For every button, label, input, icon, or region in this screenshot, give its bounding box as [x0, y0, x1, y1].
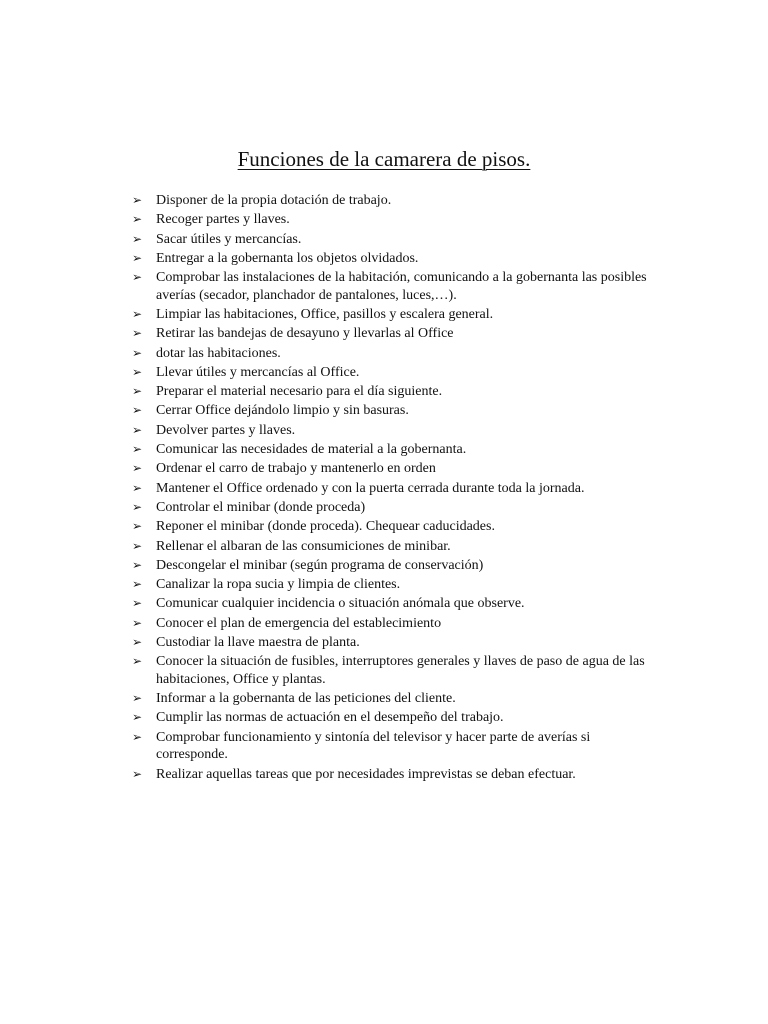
- list-item-text: Informar a la gobernanta de las peticiones del cliente.: [156, 691, 456, 707]
- arrow-bullet-icon: ➢: [132, 538, 143, 553]
- arrow-bullet-icon: ➢: [132, 710, 143, 725]
- list-item-text: Disponer de la propia dotación de trabajo.: [156, 193, 392, 208]
- arrow-bullet-icon: ➢: [132, 557, 143, 572]
- list-item-text: Limpiar las habitaciones, Office, pasillos y escalera general.: [156, 306, 494, 322]
- list-item: [132, 250, 652, 268]
- list-item-text: Retirar las bandejas de desayuno y llevarlas al Office: [156, 326, 454, 342]
- list-item: [132, 460, 652, 478]
- list-item-text: Comunicar cualquier incidencia o situación anómala que observe.: [156, 596, 525, 612]
- list-item-text: Llevar útiles y mercancías al Office.: [156, 364, 360, 380]
- arrow-bullet-icon: ➢: [132, 519, 143, 534]
- arrow-bullet-icon: ➢: [132, 306, 143, 321]
- list-item-text: Devolver partes y llaves.: [156, 422, 296, 438]
- list-item-text: Custodiar la llave maestra de planta.: [156, 635, 360, 651]
- arrow-bullet-icon: ➢: [132, 345, 143, 360]
- list-item: [132, 345, 652, 363]
- list-item: [132, 480, 652, 498]
- list-item-text: Descongelar el minibar (según programa de conservación): [156, 557, 484, 573]
- arrow-bullet-icon: ➢: [132, 364, 143, 379]
- list-item: [132, 557, 652, 575]
- list-item: [132, 306, 652, 324]
- list-item-text: Recoger partes y llaves.: [156, 212, 290, 228]
- list-item: [132, 690, 652, 708]
- arrow-bullet-icon: ➢: [132, 729, 143, 744]
- list-item-text: Preparar el material necesario para el día siguiente.: [156, 384, 443, 400]
- arrow-bullet-icon: ➢: [132, 499, 143, 514]
- list-item: [132, 595, 652, 613]
- list-item-text: Conocer la situación de fusibles, interruptores generales y llaves de paso de agua de las habitaciones, Office y plantas.: [156, 654, 645, 687]
- list-item: [132, 211, 652, 229]
- arrow-bullet-icon: ➢: [132, 480, 143, 495]
- list-item: [132, 422, 652, 440]
- arrow-bullet-icon: ➢: [132, 766, 143, 781]
- list-item-text: dotar las habitaciones.: [156, 345, 281, 361]
- list-item-text: Comprobar funcionamiento y sintonía del televisor y hacer parte de averías si corresponde.: [156, 729, 591, 763]
- list-item: [132, 653, 652, 688]
- list-item: [132, 576, 652, 594]
- list-item-text: Mantener el Office ordenado y con la puerta cerrada durante toda la jornada.: [156, 480, 585, 496]
- page-title: Funciones de la camarera de pisos.: [237, 147, 531, 171]
- arrow-bullet-icon: ➢: [132, 212, 143, 227]
- list-item-text: Comprobar las instalaciones de la habitación, comunicando a la gobernanta las posibles averías (secador, planchador de pantalones, luces,…).: [156, 270, 647, 303]
- list-item-text: Sacar útiles y mercancías.: [156, 231, 302, 247]
- list-item: [132, 231, 652, 249]
- list-item: [132, 499, 652, 517]
- list-item: [132, 709, 652, 727]
- arrow-bullet-icon: ➢: [132, 403, 143, 418]
- arrow-bullet-icon: ➢: [132, 270, 143, 285]
- list-item: [132, 269, 652, 304]
- list-item-text: Canalizar la ropa sucia y limpia de clientes.: [156, 577, 401, 593]
- arrow-bullet-icon: ➢: [132, 577, 143, 592]
- list-item: [132, 518, 652, 536]
- list-item: [132, 538, 652, 556]
- list-item: [132, 383, 652, 401]
- list-item: [132, 441, 652, 459]
- list-item-text: Cerrar Office dejándolo limpio y sin basuras.: [156, 403, 409, 419]
- list-item: [132, 192, 652, 210]
- list-item-text: Realizar aquellas tareas que por necesidades imprevistas se deban efectuar.: [156, 766, 576, 782]
- list-item-text: Conocer el plan de emergencia del establecimiento: [156, 615, 442, 631]
- list-item: [132, 364, 652, 382]
- list-item-text: Controlar el minibar (donde proceda): [156, 499, 366, 515]
- list-item-text: Reponer el minibar (donde proceda). Chequear caducidades.: [156, 519, 495, 535]
- list-item: [132, 615, 652, 633]
- list-item: [132, 634, 652, 652]
- arrow-bullet-icon: ➢: [132, 193, 143, 207]
- arrow-bullet-icon: ➢: [132, 422, 143, 437]
- arrow-bullet-icon: ➢: [132, 635, 143, 650]
- list-item: [132, 729, 652, 764]
- arrow-bullet-icon: ➢: [132, 250, 143, 265]
- list-item-text: Ordenar el carro de trabajo y mantenerlo en orden: [156, 461, 436, 477]
- arrow-bullet-icon: ➢: [132, 461, 143, 476]
- list-item-text: Comunicar las necesidades de material a la gobernanta.: [156, 442, 467, 458]
- list-item-text: Rellenar el albaran de las consumiciones de minibar.: [156, 538, 451, 554]
- arrow-bullet-icon: ➢: [132, 384, 143, 399]
- arrow-bullet-icon: ➢: [132, 442, 143, 457]
- arrow-bullet-icon: ➢: [132, 596, 143, 611]
- list-item-text: Entregar a la gobernanta los objetos olvidados.: [156, 250, 419, 266]
- arrow-bullet-icon: ➢: [132, 231, 143, 246]
- list-item: [132, 402, 652, 420]
- list-item-text: Cumplir las normas de actuación en el desempeño del trabajo.: [156, 710, 504, 726]
- task-list: [132, 192, 652, 785]
- arrow-bullet-icon: ➢: [132, 654, 143, 669]
- arrow-bullet-icon: ➢: [132, 615, 143, 630]
- list-item: [132, 766, 652, 784]
- arrow-bullet-icon: ➢: [132, 326, 143, 341]
- list-item: [132, 325, 652, 343]
- arrow-bullet-icon: ➢: [132, 691, 143, 706]
